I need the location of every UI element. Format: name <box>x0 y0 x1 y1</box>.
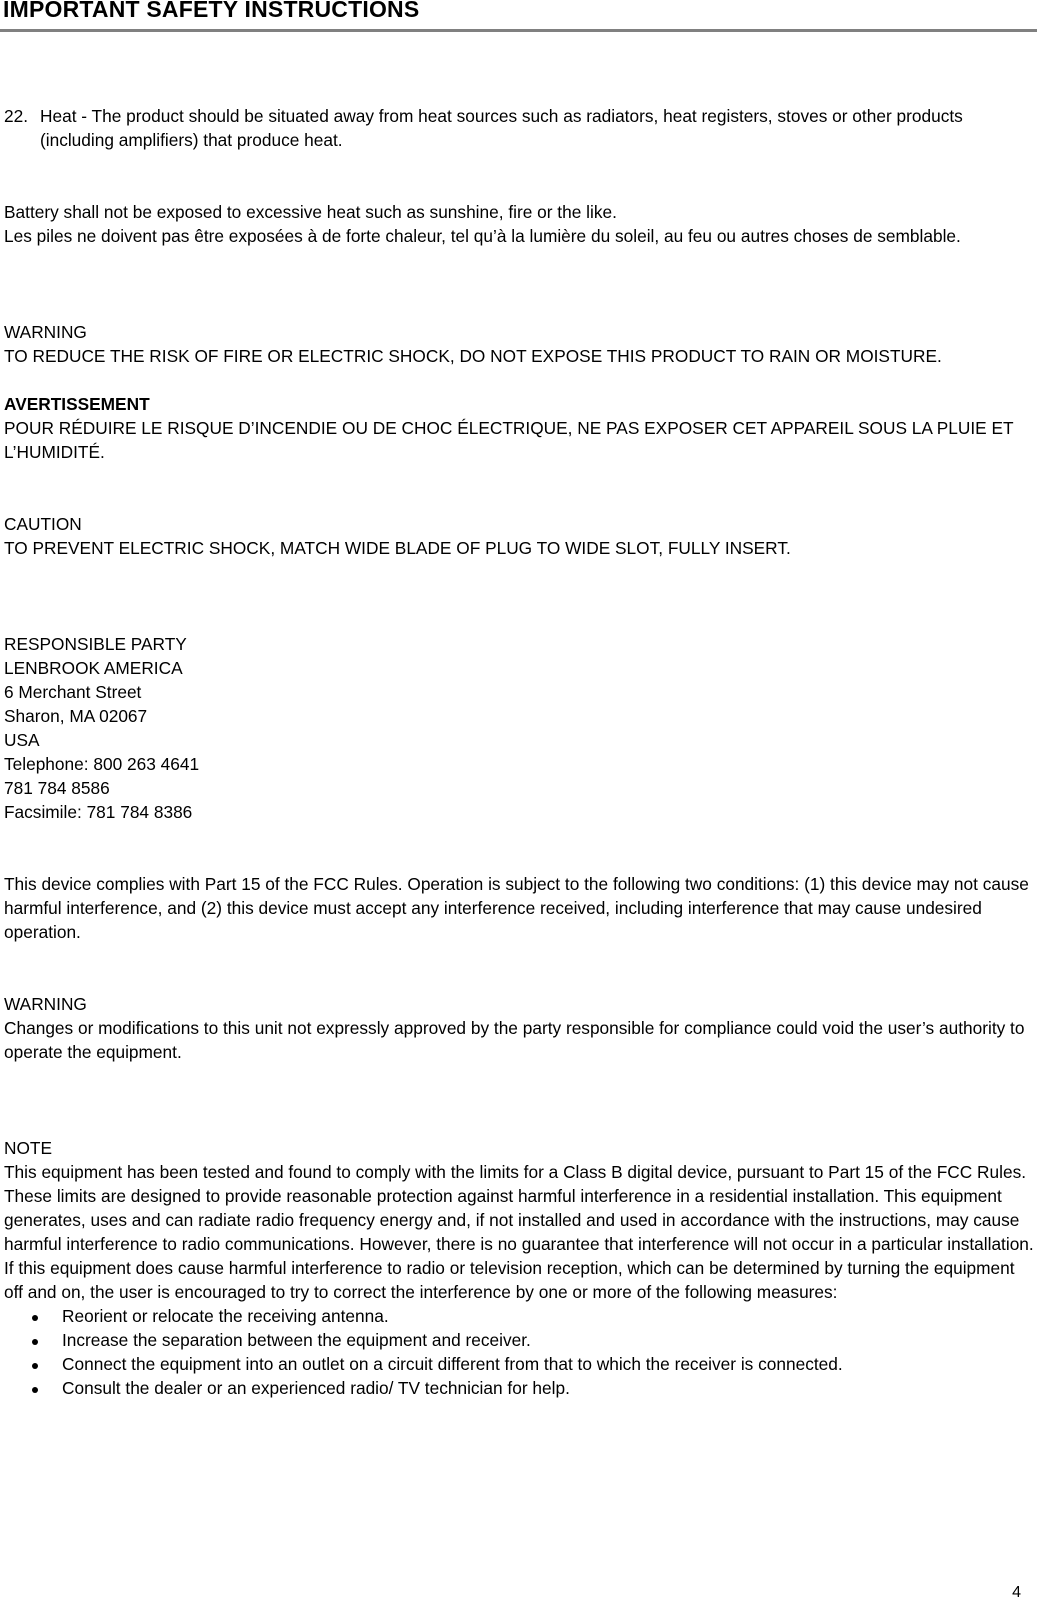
bullet-icon <box>32 1339 38 1345</box>
list-item: Consult the dealer or an experienced radio/ TV technician for help. <box>4 1376 1034 1400</box>
bullet-icon <box>32 1363 38 1369</box>
list-item: Connect the equipment into an outlet on a circuit different from that to which the receiver is connected. <box>4 1352 1034 1376</box>
responsible-party-block <box>4 632 1034 824</box>
facsimile: Facsimile: 781 784 8386 <box>4 802 193 822</box>
company-name: LENBROOK AMERICA <box>4 658 183 678</box>
battery-warning-french: Les piles ne doivent pas être exposées à de forte chaleur, tel qu’à la lumière du soleil, au feu ou autres choses de semblable. <box>4 226 961 246</box>
document-body <box>4 104 1034 1400</box>
note-text: This equipment has been tested and found to comply with the limits for a Class B digital device, pursuant to Part 15 of the FCC Rules. These limits are designed to provide reasonable protection against harmful interference in a residential installation. This equipment generates, uses and can radiate radio frequency energy and, if not installed and used in accordance with the instructions, may cause harmful interference to radio communications. However, there is no guarantee that interference will not occur in a particular installation. If this equipment does cause harmful interference to radio or television reception, which can be determined by turning the equipment off and on, the user is encouraged to try to correct the interference by one or more of the following measures: <box>4 1162 1034 1302</box>
street-address: 6 Merchant Street <box>4 682 142 702</box>
measures-list <box>4 1304 1034 1400</box>
telephone: Telephone: 800 263 4641 <box>4 754 200 774</box>
responsible-party-heading: RESPONSIBLE PARTY <box>4 634 187 654</box>
bullet-icon <box>32 1315 38 1321</box>
city-state-zip: Sharon, MA 02067 <box>4 706 148 726</box>
warning-text: TO REDUCE THE RISK OF FIRE OR ELECTRIC SHOCK, DO NOT EXPOSE THIS PRODUCT TO RAIN OR MOISTURE. <box>4 346 942 366</box>
telephone-alt: 781 784 8586 <box>4 778 110 798</box>
page-number: 4 <box>1012 1584 1021 1601</box>
page-title: IMPORTANT SAFETY INSTRUCTIONS <box>3 0 420 22</box>
instruction-text: Heat - The product should be situated away from heat sources such as radiators, heat registers, stoves or other products (including amplifiers) that produce heat. <box>40 106 963 150</box>
battery-warning-english: Battery shall not be exposed to excessive heat such as sunshine, fire or the like. <box>4 202 617 222</box>
avertissement-text: POUR RÉDUIRE LE RISQUE D’INCENDIE OU DE CHOC ÉLECTRIQUE, NE PAS EXPOSER CET APPAREIL SOUS LA PLUIE ET L’HUMIDITÉ. <box>4 418 1014 462</box>
fcc-compliance-statement: This device complies with Part 15 of the FCC Rules. Operation is subject to the following two conditions: (1) this device may not cause harmful interference, and (2) this device must accept any interference received, including interference that may cause undesired operation. <box>4 874 1029 942</box>
country: USA <box>4 730 40 750</box>
caution-text: TO PREVENT ELECTRIC SHOCK, MATCH WIDE BLADE OF PLUG TO WIDE SLOT, FULLY INSERT. <box>4 538 791 558</box>
instruction-number: 22. <box>4 106 29 126</box>
avertissement-heading: AVERTISSEMENT <box>4 394 150 414</box>
list-item: Reorient or relocate the receiving antenna. <box>4 1304 1034 1328</box>
list-item: Increase the separation between the equipment and receiver. <box>4 1328 1034 1352</box>
instruction-item-22 <box>4 104 1034 152</box>
changes-warning-text: Changes or modifications to this unit not expressly approved by the party responsible for compliance could void the user’s authority to operate the equipment. <box>4 1018 1025 1062</box>
caution-heading: CAUTION <box>4 514 82 534</box>
warning-heading: WARNING <box>4 322 87 342</box>
note-heading: NOTE <box>4 1138 53 1158</box>
title-divider <box>0 29 1037 32</box>
changes-warning-heading: WARNING <box>4 994 87 1014</box>
bullet-icon <box>32 1387 38 1393</box>
